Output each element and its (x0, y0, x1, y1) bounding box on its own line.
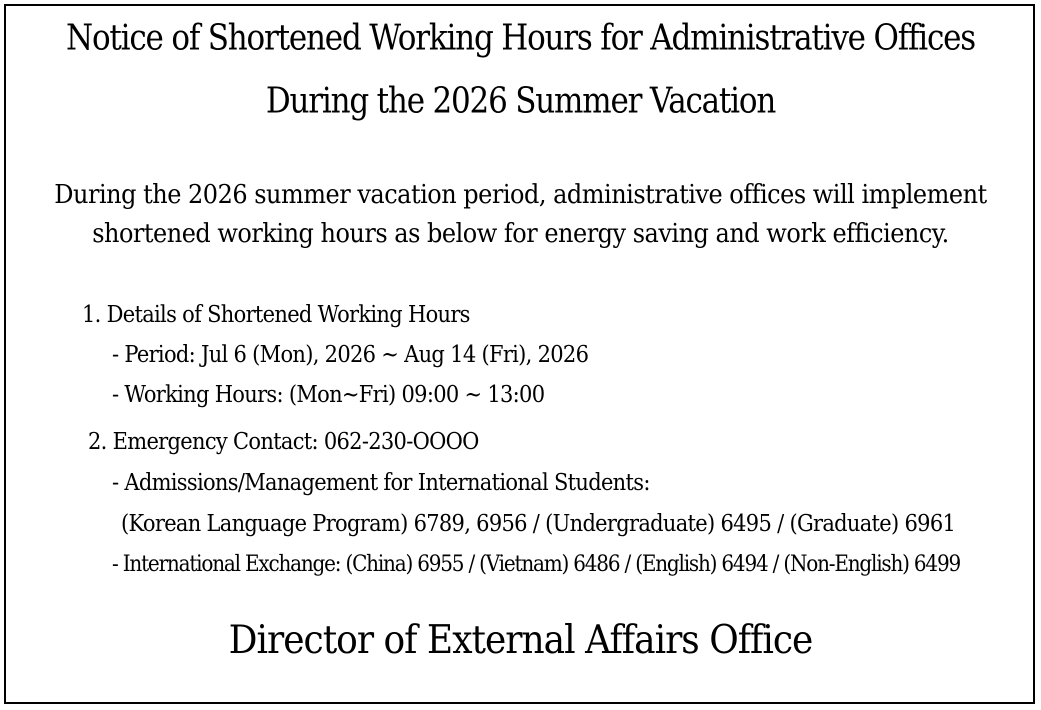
notice-title-line-1: Notice of Shortened Working Hours for Administrative Offices (66, 17, 975, 59)
intro-line-2: shortened working hours as below for energy saving and work efficiency. (92, 217, 949, 249)
notice-title-line-2: During the 2026 Summer Vacation (265, 80, 776, 122)
section-1-heading: 1. Details of Shortened Working Hours (82, 300, 470, 328)
admissions-contact-numbers: (Korean Language Program) 6789, 6956 / (Undergraduate) 6495 / (Graduate) 6961 (121, 509, 956, 537)
intro-line-1: During the 2026 summer vacation period, administrative offices will implement (54, 178, 987, 210)
signature: Director of External Affairs Office (228, 617, 813, 664)
period-item: - Period: Jul 6 (Mon), 2026 ~ Aug 14 (Fri), 2026 (112, 340, 589, 368)
section-2-heading: 2. Emergency Contact: 062-230-OOOO (88, 427, 479, 455)
international-exchange-contact: - International Exchange: (China) 6955 / (Vietnam) 6486 / (English) 6494 / (Non-English) 6499 (112, 549, 961, 577)
admissions-contact-label: - Admissions/Management for International Students: (112, 468, 650, 496)
working-hours-item: - Working Hours: (Mon~Fri) 09:00 ~ 13:00 (112, 380, 545, 408)
